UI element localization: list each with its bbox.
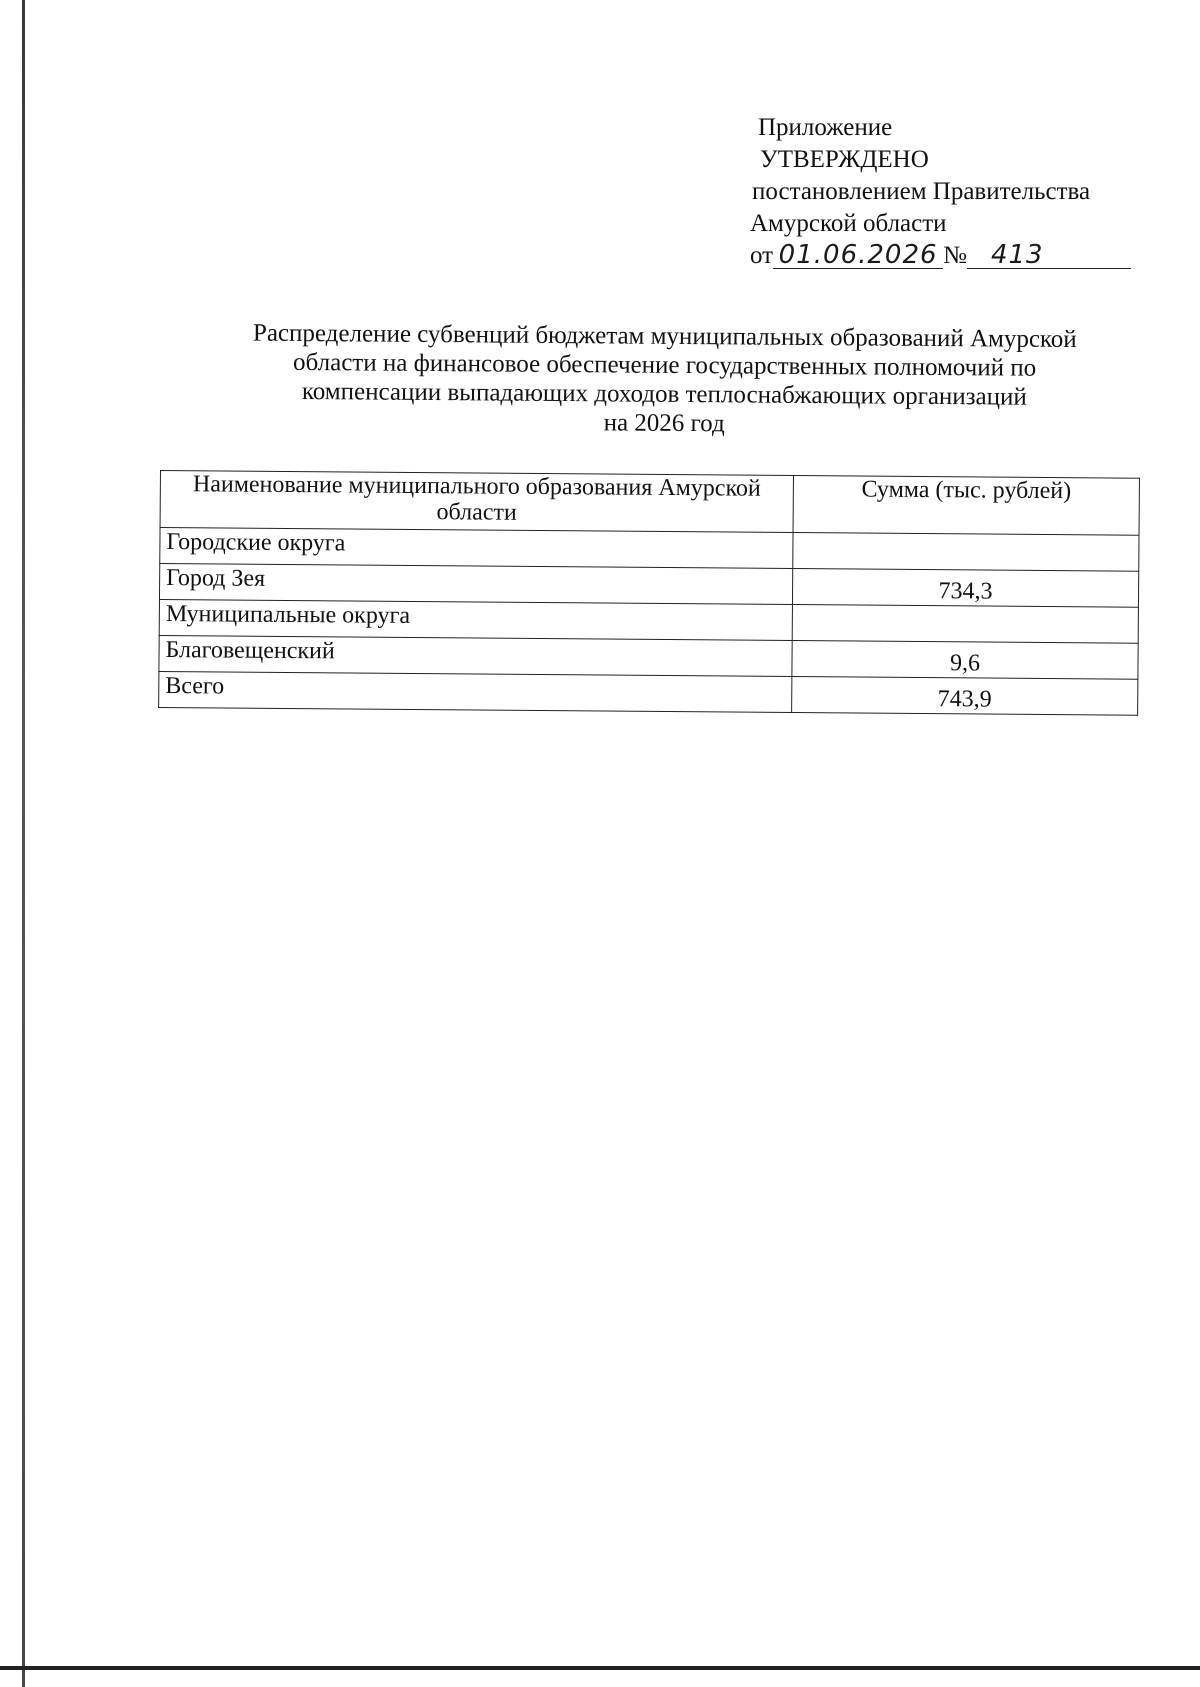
document-title [174, 318, 1155, 442]
approval-date-line [750, 240, 1150, 276]
row-name: Город Зея [159, 564, 792, 605]
approval-block [750, 112, 1150, 276]
table-header-row [160, 471, 1139, 536]
date-prefix: от [750, 242, 774, 269]
row-amount: 734,3 [792, 568, 1138, 607]
row-amount: 743,9 [792, 676, 1138, 715]
scan-left-edge [22, 0, 25, 1687]
title-line-4: на 2026 год [603, 409, 725, 438]
row-amount [792, 604, 1138, 643]
scan-bottom-edge [0, 1666, 1200, 1670]
row-amount [793, 532, 1139, 571]
row-name: Городские округа [160, 528, 793, 569]
approval-decree: постановлением Правительства [752, 178, 1091, 205]
row-name: Всего [159, 671, 792, 712]
title-line-2: области на финансовое обеспечение государственных полномочий по [293, 348, 1037, 382]
distribution-table [158, 470, 1140, 716]
approval-appendix: Приложение [758, 114, 893, 141]
number-sign: № [943, 242, 967, 269]
handwritten-number: 413 [967, 242, 1131, 269]
approval-region: Амурской области [750, 210, 947, 237]
handwritten-date: 01.06.2026 [773, 242, 943, 269]
header-amount: Сумма (тыс. рублей) [793, 475, 1139, 535]
title-line-3: компенсации выпадающих доходов теплоснабжающих организаций [301, 377, 1027, 411]
row-name: Благовещенский [159, 635, 792, 676]
title-line-1: Распределение субвенций бюджетам муниципальных образований Амурской [252, 319, 1077, 354]
row-name: Муниципальные округа [159, 599, 792, 640]
table-row-total [159, 671, 1138, 715]
row-amount: 9,6 [792, 640, 1138, 679]
header-municipality: Наименование муниципального образования Амурской области [160, 471, 793, 533]
approval-approved: УТВЕРЖДЕНО [760, 146, 929, 173]
